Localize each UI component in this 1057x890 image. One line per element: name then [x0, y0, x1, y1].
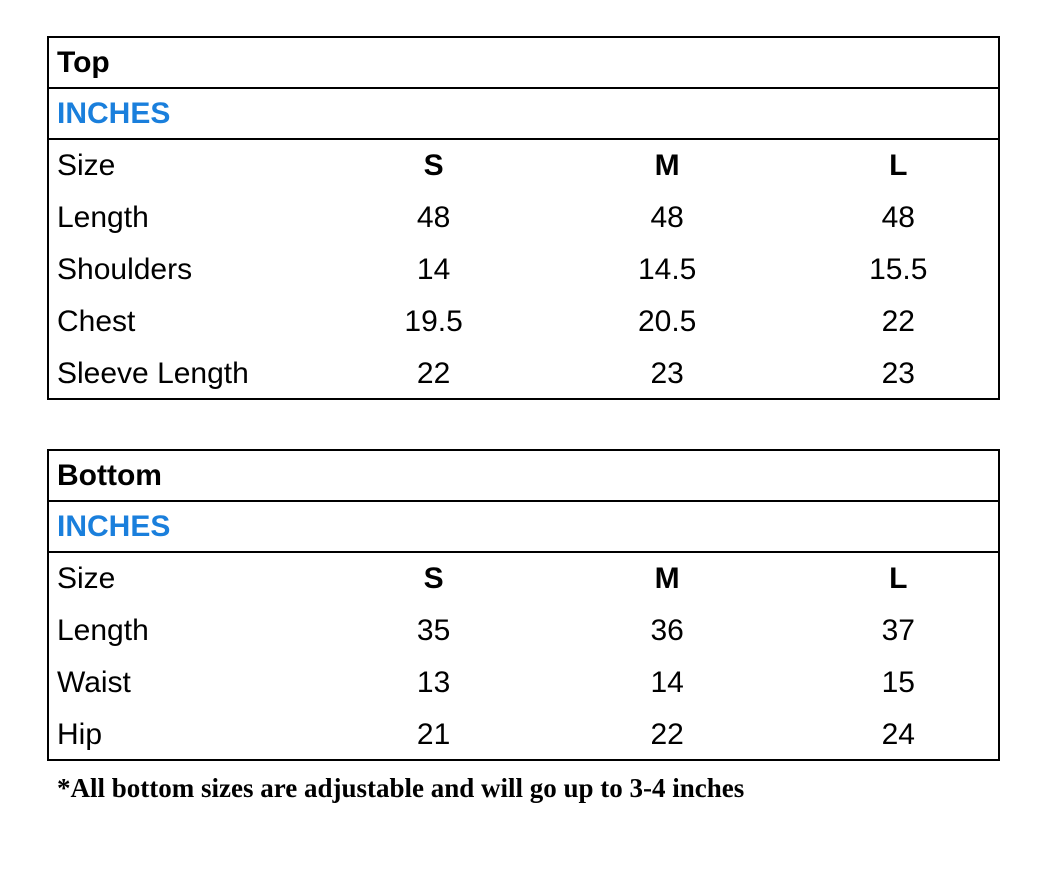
- row-value: 14.5: [637, 253, 697, 286]
- bottom-header-size-m: M: [654, 562, 680, 595]
- bottom-header-row: [49, 553, 998, 605]
- row-value: 48: [881, 201, 915, 234]
- row-label: Waist: [57, 666, 131, 699]
- top-header-size-m: M: [654, 149, 680, 182]
- row-value: 37: [881, 614, 915, 647]
- footnote: *All bottom sizes are adjustable and will go up to 3-4 inches: [57, 773, 745, 803]
- table-row: [49, 657, 998, 709]
- bottom-header-label: Size: [57, 562, 116, 595]
- top-table-title: Top: [49, 38, 998, 89]
- row-label: Hip: [57, 718, 103, 751]
- table-row: [49, 709, 998, 761]
- top-table-unit: INCHES: [49, 89, 998, 140]
- row-label: Length: [57, 614, 149, 647]
- row-label: Shoulders: [57, 253, 193, 286]
- top-size-table: [47, 36, 1000, 400]
- table-row: [49, 296, 998, 348]
- row-value: 24: [881, 718, 915, 751]
- bottom-table-title: Bottom: [49, 451, 998, 502]
- row-value: 22: [416, 357, 451, 390]
- top-header-label: Size: [57, 149, 116, 182]
- row-value: 20.5: [637, 305, 697, 338]
- row-value: 19.5: [404, 305, 463, 338]
- row-label: Sleeve Length: [57, 357, 249, 390]
- row-value: 13: [416, 666, 451, 699]
- bottom-header-size-l: L: [889, 562, 908, 595]
- top-header-row: [49, 140, 998, 192]
- row-value: 23: [881, 357, 915, 390]
- table-row: [49, 605, 998, 657]
- bottom-size-table: [47, 449, 1000, 761]
- table-row: [49, 348, 998, 400]
- row-value: 22: [650, 718, 684, 751]
- row-value: 48: [650, 201, 684, 234]
- row-label: Length: [57, 201, 149, 234]
- row-value: 15.5: [869, 253, 928, 286]
- row-value: 35: [416, 614, 451, 647]
- top-header-size-l: L: [889, 149, 908, 182]
- row-value: 21: [416, 718, 451, 751]
- row-value: 15: [881, 666, 915, 699]
- bottom-header-size-s: S: [423, 562, 444, 595]
- row-value: 14: [650, 666, 684, 699]
- row-value: 22: [881, 305, 915, 338]
- row-value: 23: [650, 357, 684, 390]
- top-header-size-s: S: [423, 149, 444, 182]
- row-value: 14: [416, 253, 451, 286]
- row-value: 36: [650, 614, 684, 647]
- row-label: Chest: [57, 305, 136, 338]
- row-value: 48: [416, 201, 451, 234]
- table-row: [49, 192, 998, 244]
- bottom-table-unit: INCHES: [49, 502, 998, 553]
- table-row: [49, 244, 998, 296]
